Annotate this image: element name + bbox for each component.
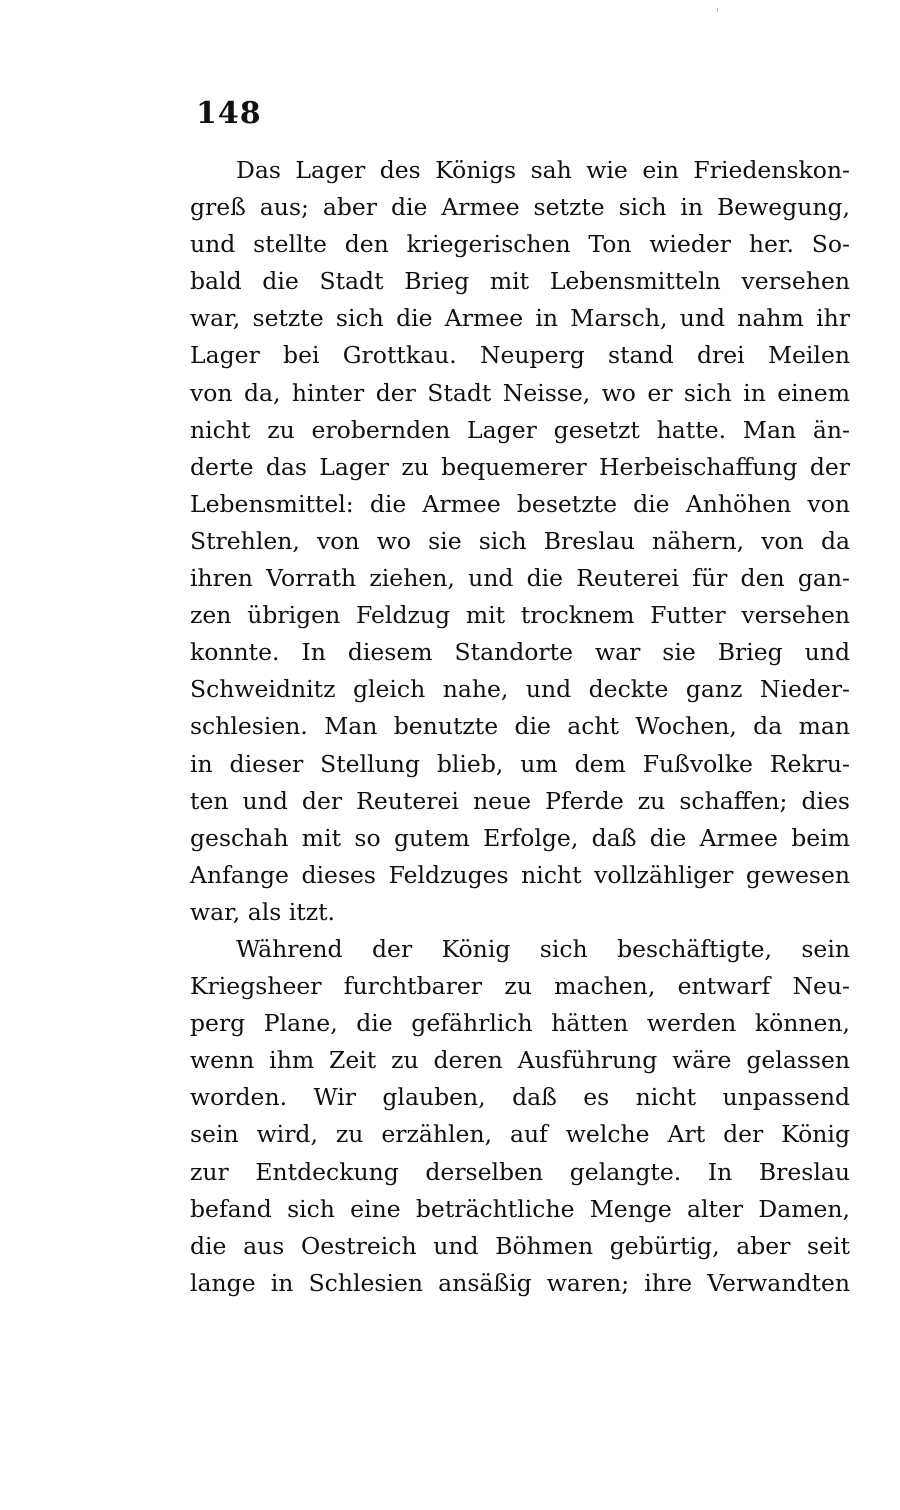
- text-line: greß aus; aber die Armee setzte sich in Bewegung,: [190, 193, 850, 222]
- text-line: Schweidnitz gleich nahe, und deckte ganz Nieder-: [190, 675, 850, 704]
- text-line: worden. Wir glauben, daß es nicht unpassend: [190, 1083, 850, 1112]
- paragraph-1: [190, 152, 850, 931]
- text-line: die aus Oestreich und Böhmen gebürtig, aber seit: [190, 1231, 850, 1260]
- text-line: sein wird, zu erzählen, auf welche Art der König: [190, 1120, 850, 1149]
- text-line: schlesien. Man benutzte die acht Wochen, da man: [190, 712, 850, 741]
- text-line: war, setzte sich die Armee in Marsch, und nahm ihr: [190, 304, 850, 333]
- text-line: Anfange dieses Feldzuges nicht vollzähliger gewesen: [190, 860, 850, 889]
- text-line: Das Lager des Königs sah wie ein Friedenskon-: [236, 156, 850, 184]
- text-line: Lebensmittel: die Armee besetzte die Anhöhen von: [190, 489, 850, 518]
- text-line: geschah mit so gutem Erfolge, daß die Armee beim: [190, 823, 850, 852]
- body-text: [190, 152, 850, 1302]
- text-line: befand sich eine beträchtliche Menge alter Damen,: [190, 1194, 850, 1223]
- text-line: derte das Lager zu bequemerer Herbeischaffung der: [190, 452, 850, 481]
- text-line: lange in Schlesien ansäßig waren; ihre Verwandten: [190, 1268, 850, 1297]
- text-line: bald die Stadt Brieg mit Lebensmitteln versehen: [190, 267, 850, 296]
- text-line: perg Plane, die gefährlich hätten werden können,: [190, 1009, 850, 1038]
- text-line: ten und der Reuterei neue Pferde zu schaffen; dies: [190, 786, 850, 815]
- text-line: in dieser Stellung blieb, um dem Fußvolke Rekru-: [190, 749, 850, 778]
- paragraph-2: [190, 931, 850, 1302]
- text-line: konnte. In diesem Standorte war sie Brieg und: [190, 638, 850, 667]
- text-line: Strehlen, von wo sie sich Breslau nähern, von da: [190, 526, 850, 555]
- page-number: 148: [196, 96, 262, 131]
- text-line: zur Entdeckung derselben gelangte. In Breslau: [190, 1157, 850, 1186]
- text-line: nicht zu erobernden Lager gesetzt hatte. Man än-: [190, 415, 850, 444]
- text-line: zen übrigen Feldzug mit trocknem Futter versehen: [190, 601, 850, 630]
- scan-mark: [717, 8, 718, 12]
- text-line: Lager bei Grottkau. Neuperg stand drei Meilen: [190, 341, 850, 370]
- text-line: Kriegsheer furchtbarer zu machen, entwarf Neu-: [190, 972, 850, 1001]
- text-line: ihren Vorrath ziehen, und die Reuterei für den gan-: [190, 564, 850, 593]
- text-line: von da, hinter der Stadt Neisse, wo er sich in einem: [190, 378, 850, 407]
- text-line: war, als itzt.: [190, 897, 336, 926]
- text-line: und stellte den kriegerischen Ton wieder her. So-: [190, 230, 850, 259]
- text-line: Während der König sich beschäftigte, sein: [236, 934, 850, 963]
- text-line: wenn ihm Zeit zu deren Ausführung wäre gelassen: [190, 1046, 850, 1075]
